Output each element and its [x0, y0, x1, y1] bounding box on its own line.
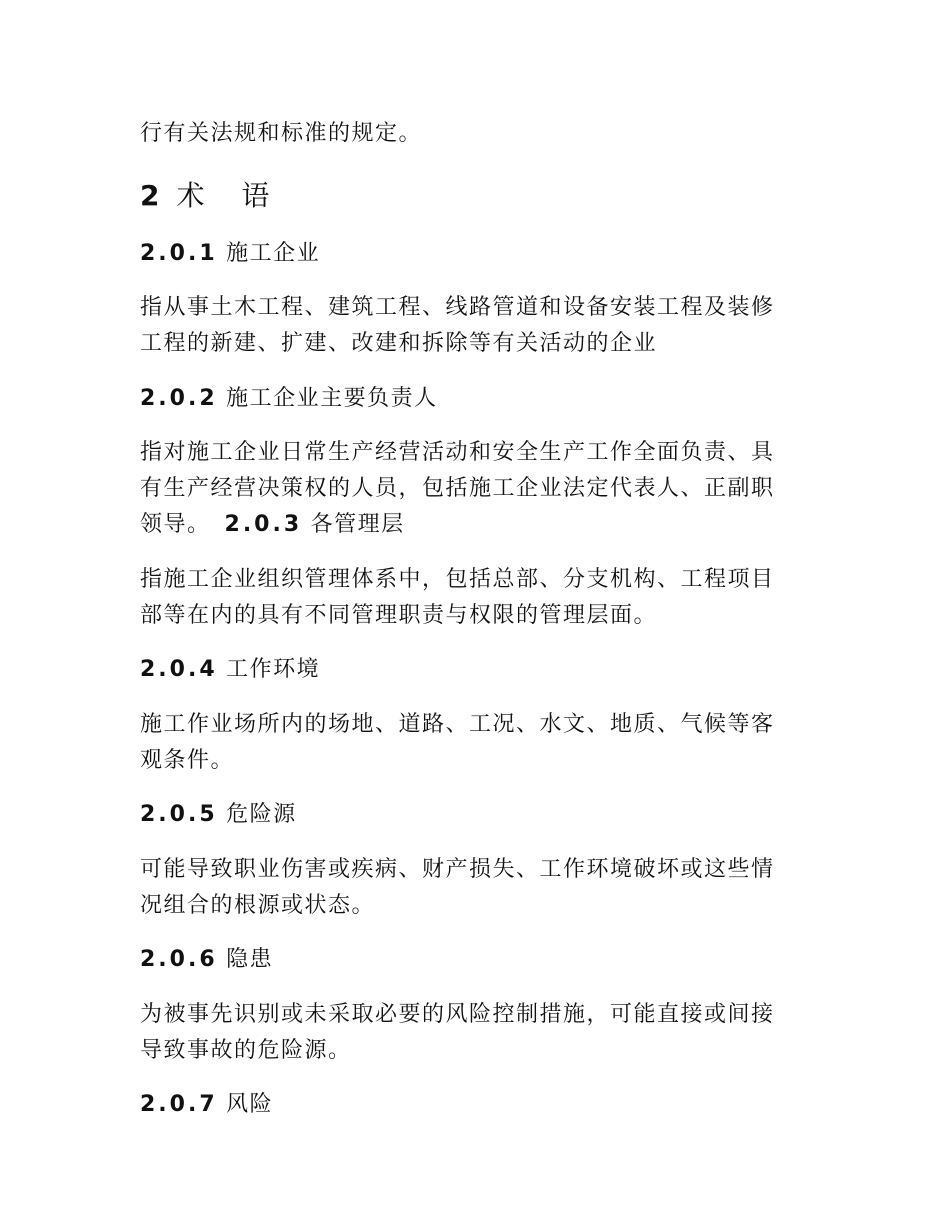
definition-line: 工程的新建、扩建、改建和拆除等有关活动的企业 [140, 331, 658, 356]
term-definition-2-0-2 [140, 435, 810, 543]
term-number: 2.0.6 [140, 947, 218, 972]
term-name: 工作环境 [226, 657, 321, 682]
term-definition-2-0-6 [140, 997, 810, 1069]
definition-line: 导致事故的危险源。 [140, 1038, 352, 1063]
term-heading-2-0-6 [140, 942, 810, 978]
term-definition-2-0-1 [140, 290, 810, 362]
term-name: 各管理层 [310, 512, 405, 537]
section-number: 2 [140, 179, 163, 212]
term-name: 隐患 [226, 947, 274, 972]
term-name: 施工企业主要负责人 [226, 386, 438, 411]
definition-line: 观条件。 [140, 748, 235, 773]
term-name: 危险源 [226, 802, 297, 827]
term-definition-2-0-3 [140, 562, 810, 634]
term-number: 2.0.5 [140, 802, 218, 827]
definition-line: 指施工企业组织管理体系中，包括总部、分支机构、工程项目 [140, 567, 775, 592]
term-number: 2.0.3 [224, 512, 303, 537]
section-title: 术 语 [176, 179, 284, 212]
term-heading-2-0-3 [225, 512, 405, 537]
definition-line: 指从事土木工程、建筑工程、线路管道和设备安装工程及装修 [140, 295, 775, 320]
term-name: 风险 [226, 1092, 274, 1117]
definition-line: 指对施工企业日常生产经营活动和安全生产工作全面负责、具 [140, 440, 775, 465]
term-name: 施工企业 [226, 241, 321, 266]
term-heading-2-0-2 [140, 381, 810, 417]
definition-line: 领导。 [140, 512, 211, 537]
term-heading-2-0-5 [140, 797, 810, 833]
term-definition-2-0-5 [140, 852, 810, 924]
definition-line: 施工作业场所内的场地、道路、工况、水文、地质、气候等客 [140, 712, 775, 737]
term-heading-2-0-4 [140, 652, 810, 688]
definition-line: 可能导致职业伤害或疾病、财产损失、工作环境破坏或这些情 [140, 857, 775, 882]
term-heading-2-0-1 [140, 236, 810, 272]
definition-line: 况组合的根源或状态。 [140, 893, 376, 918]
term-heading-2-0-7 [140, 1087, 810, 1123]
section-heading [140, 176, 810, 216]
definition-line-with-inline-term [140, 507, 810, 543]
intro-tail-paragraph: 行有关法规和标准的规定。 [140, 121, 423, 146]
term-number: 2.0.2 [140, 386, 218, 411]
definition-line: 为被事先识别或未采取必要的风险控制措施，可能直接或间接 [140, 1002, 775, 1027]
term-number: 2.0.7 [140, 1092, 218, 1117]
definition-line: 部等在内的具有不同管理职责与权限的管理层面。 [140, 603, 658, 628]
term-number: 2.0.4 [140, 657, 218, 682]
definition-line: 有生产经营决策权的人员，包括施工企业法定代表人、正副职 [140, 476, 775, 501]
term-definition-2-0-4 [140, 707, 810, 779]
term-number: 2.0.1 [140, 241, 218, 266]
